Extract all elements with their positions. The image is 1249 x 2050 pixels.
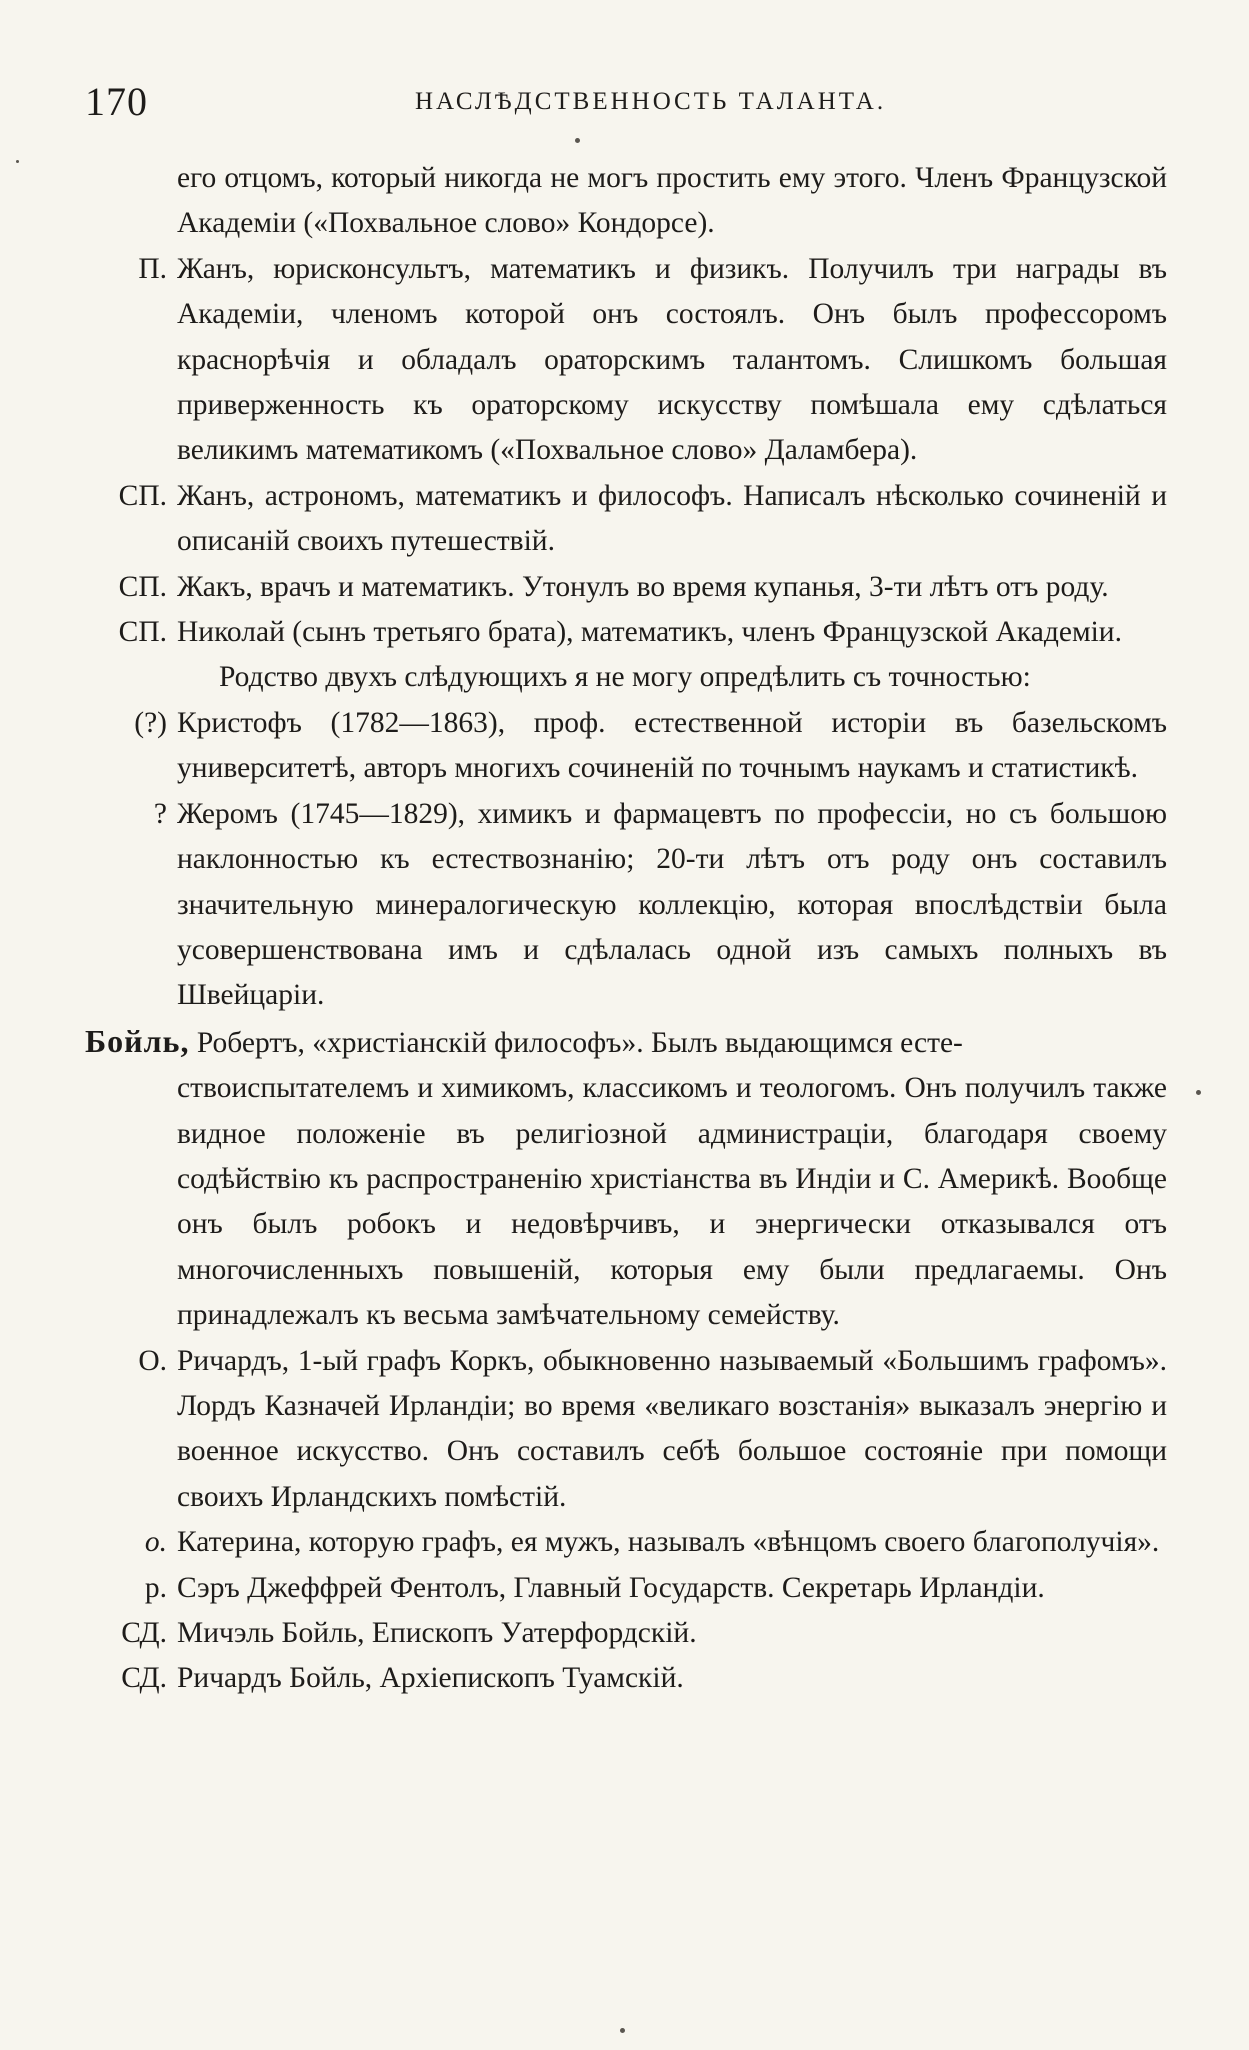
entry-jerome	[85, 792, 1167, 1019]
kinship-note: Родство двухъ слѣдующихъ я не могу опредѣлить съ точностью:	[219, 661, 1031, 694]
page-body	[85, 156, 1167, 1702]
entry-marker: о.	[144, 1526, 167, 1559]
entry-richard-cork	[85, 1339, 1167, 1521]
entry-marker: СД.	[121, 1617, 167, 1649]
entry-marker: СД.	[121, 1662, 167, 1695]
entry-marker: СП.	[118, 570, 167, 603]
entry-katherine	[85, 1520, 1167, 1565]
entry-richard-boyle-archbishop	[85, 1656, 1167, 1701]
entry-marker: р.	[144, 1571, 167, 1604]
entry-michael-boyle	[85, 1611, 1167, 1656]
entry-text: Ричардъ Бойль, Архіепископъ Туамскій.	[177, 1662, 684, 1695]
entry-jean-astronomer	[85, 474, 1167, 565]
entry-marker: П.	[138, 252, 167, 285]
entry-heading-continuation: ствоиспытателемъ и химикомъ, классикомъ и теологомъ. Онъ получилъ также видное положеніе въ религіозной администраціи, благодаря своему содѣйствію къ распространенію христіанства въ Индіи и С. Америкѣ. Вообще онъ былъ робокъ и недовѣрчивъ, и энергически отказывался отъ многочисленныхъ повышеній, которыя ему были предлагаемы. Онъ принадлежалъ къ весьма замѣчательному семейству.	[177, 1072, 1167, 1332]
ink-speck	[16, 160, 19, 163]
entry-text: Жанъ, юрисконсультъ, математикъ и физикъ. Получилъ три награды въ Академіи, членомъ которой онъ состоялъ. Онъ былъ профессоромъ краснорѣчія и обладалъ ораторскимъ талантомъ. Слишкомъ большая приверженность къ ораторскому искусству помѣшала ему сдѣлаться великимъ математикомъ («Похвальное слово» Даламбера).	[177, 252, 1167, 467]
entry-jacques	[85, 565, 1167, 610]
entry-heading-name: Бойль,	[85, 1022, 190, 1059]
entry-text: Мичэль Бойль, Епископъ Уатерфордскій.	[177, 1617, 697, 1649]
entry-text: Жеромъ (1745—1829), химикъ и фармацевтъ по профессіи, но съ большою наклонностью къ естествознанію; 20-ти лѣтъ отъ роду онъ составилъ значительную минералогическую коллекцію, которая впослѣдствіи была усовершенствована имъ и сдѣлалась одной изъ самыхъ полныхъ въ Швейцаріи.	[177, 797, 1167, 1012]
entry-heading-first-line: Робертъ, «христіанскій философъ». Былъ выдающимся есте-	[189, 1026, 963, 1059]
entry-marker: О.	[138, 1344, 167, 1377]
entry-nicolas	[85, 610, 1167, 655]
entry-text: Ричардъ, 1-ый графъ Коркъ, обыкновенно называемый «Большимъ графомъ». Лордъ Казначей Ирландіи; во время «великаго возстанія» выказалъ энергію и военное искусство. Онъ составилъ себѣ большое состояніе при помощи своихъ Ирландскихъ помѣстій.	[177, 1344, 1167, 1513]
entry-marker: СП.	[118, 616, 167, 649]
entry-text: Кристофъ (1782—1863), проф. естественной исторіи въ базельскомъ университетѣ, авторъ многихъ сочиненій по точнымъ наукамъ и статистикѣ.	[177, 706, 1167, 785]
ink-speck	[575, 138, 580, 143]
entry-boyle	[85, 1019, 1167, 1339]
entry-christophe	[85, 701, 1167, 792]
entry-text: Сэръ Джеффрей Фентолъ, Главный Государств. Секретарь Ирландіи.	[177, 1571, 1045, 1604]
entry-continuation	[85, 156, 1167, 247]
entry-marker: ?	[153, 797, 167, 830]
entry-jean-jurist	[85, 247, 1167, 474]
running-title: НАСЛѢДСТВЕННОСТЬ ТАЛАНТА.	[415, 88, 887, 115]
ink-speck	[620, 2028, 625, 2033]
page-header	[85, 78, 1165, 128]
entry-marker: (?)	[134, 706, 167, 739]
entry-text: его отцомъ, который никогда не могъ простить ему этого. Членъ Французской Академіи («Похвальное слово» Кондорсе).	[177, 162, 1167, 240]
entry-marker: СП.	[118, 479, 167, 512]
entry-text: Николай (сынъ третьяго брата), математикъ, членъ Французской Академіи.	[177, 616, 1122, 649]
page-number: 170	[85, 79, 148, 124]
entry-text: Жакъ, врачъ и математикъ. Утонулъ во время купанья, 3-ти лѣтъ отъ роду.	[177, 570, 1109, 603]
ink-speck	[1196, 1090, 1201, 1095]
entry-text: Жанъ, астрономъ, математикъ и философъ. Написалъ нѣсколько сочиненій и описаній своихъ путешествій.	[177, 479, 1167, 558]
entry-text: Катерина, которую графъ, ея мужъ, называлъ «вѣнцомъ своего благополучія».	[177, 1526, 1160, 1559]
entry-geoffrey-fenton	[85, 1566, 1167, 1611]
